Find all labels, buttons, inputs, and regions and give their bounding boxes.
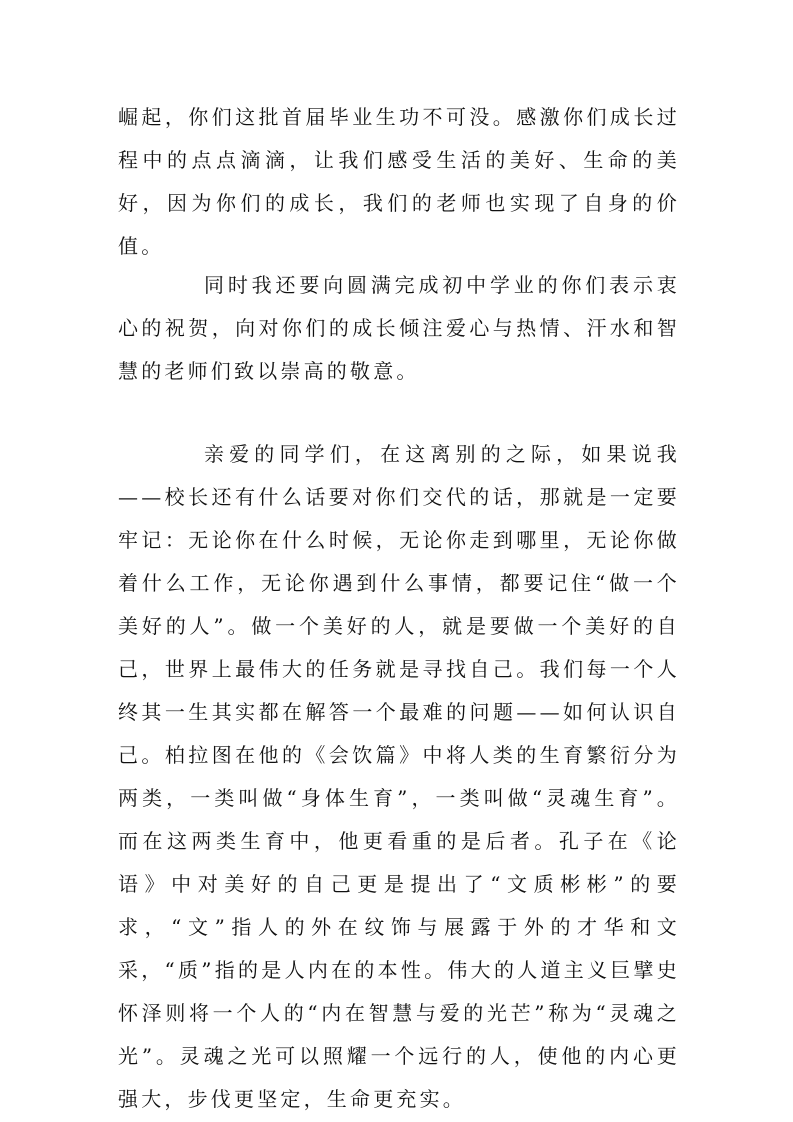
paragraph-continued: 崛起，你们这批首届毕业生功不可没。感激你们成长过程中的点点滴滴，让我们感受生活的美好、生命的美好，因为你们的成长，我们的老师也实现了自身的价值。 — [118, 105, 680, 258]
paragraph-congratulations: 同时我还要向圆满完成初中学业的你们表示衷心的祝贺，向对你们的成长倾注爱心与热情、汗水和智慧的老师们致以崇高的敬意。 — [118, 273, 680, 383]
paragraph-advice: 亲爱的同学们，在这离别的之际，如果说我——校长还有什么话要对你们交代的话，那就是一定要牢记：无论你在什么时候，无论你走到哪里，无论你做着什么工作，无论你遇到什么事情，都要记住“做一个美好的人”。做一个美好的人，就是要做一个美好的自己，世界上最伟大的任务就是寻找自己。我们每一个人终其一生其实都在解答一个最难的问题——如何认识自己。柏拉图在他的《会饮篇》中将人类的生育繁衍分为两类，一类叫做“身体生育”，一类叫做“灵魂生育”。而在这两类生育中，他更看重的是后者。孔子在《论语》中对美好的自己更是提出了“文质彬彬”的要求，“文”指人的外在纹饰与展露于外的才华和文采，“质”指的是人内在的本性。伟大的人道主义巨擘史怀泽则将一个人的“内在智慧与爱的光芒”称为“灵魂之光”。灵魂之光可以照耀一个远行的人，使他的内心更强大，步伐更坚定，生命更充实。 — [118, 442, 680, 1111]
